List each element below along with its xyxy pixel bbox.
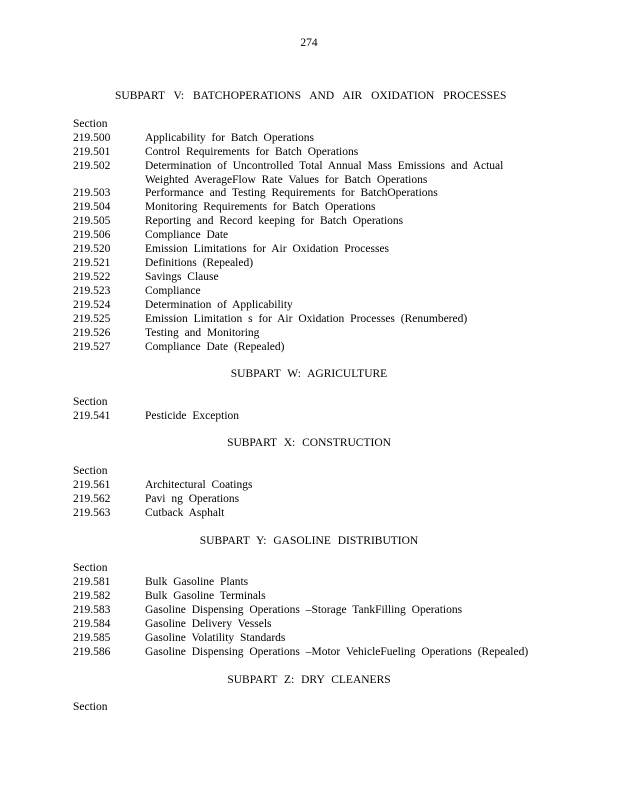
section-number: 219.504 [73,201,111,213]
page-number: 274 [300,37,318,49]
section-title: Cutback Asphalt [145,507,225,519]
subpart-z-heading: SUBPART Z: DRY CLEANERS [227,674,391,686]
section-label: Section [73,701,108,713]
section-number: 219.585 [73,632,111,644]
section-label: Section [73,465,108,477]
section-label: Section [73,562,108,574]
section-title: Testing and Monitoring [145,327,260,339]
section-title-continued: Weighted AverageFlow Rate Values for Batch Operations [145,174,428,186]
section-title: Bulk Gasoline Terminals [145,590,266,602]
section-title: Compliance Date [145,229,229,241]
section-number: 219.582 [73,590,111,602]
section-title: Gasoline Dispensing Operations –Storage TankFilling Operations [145,604,463,616]
section-number: 219.541 [73,410,111,422]
section-title: Applicability for Batch Operations [145,132,315,144]
section-number: 219.581 [73,576,111,588]
section-label: Section [73,118,108,130]
section-label: Section [73,396,108,408]
section-title: Monitoring Requirements for Batch Operations [145,201,376,213]
subpart-v-heading: SUBPART V: BATCHOPERATIONS AND AIR OXIDATION PROCESSES [115,90,507,102]
section-number: 219.503 [73,187,111,199]
section-number: 219.584 [73,618,111,630]
section-number: 219.502 [73,160,111,172]
section-title: Gasoline Dispensing Operations –Motor VehicleFueling Operations (Repealed) [145,646,529,658]
section-title: Control Requirements for Batch Operations [145,146,359,158]
subpart-x-heading: SUBPART X: CONSTRUCTION [227,437,391,449]
section-number: 219.523 [73,285,111,297]
section-number: 219.505 [73,215,111,227]
section-title: Emission Limitations for Air Oxidation Processes [145,243,390,255]
section-number: 219.563 [73,507,111,519]
section-title: Savings Clause [145,271,219,283]
section-title: Determination of Uncontrolled Total Annual Mass Emissions and Actual [145,160,504,172]
section-number: 219.520 [73,243,111,255]
section-number: 219.500 [73,132,111,144]
section-number: 219.562 [73,493,111,505]
section-title: Emission Limitation s for Air Oxidation Processes (Renumbered) [145,313,468,325]
section-title: Pavi ng Operations [145,493,240,505]
section-number: 219.524 [73,299,111,311]
section-number: 219.525 [73,313,111,325]
section-number: 219.586 [73,646,111,658]
section-title: Reporting and Record keeping for Batch Operations [145,215,404,227]
section-title: Performance and Testing Requirements for BatchOperations [145,187,438,199]
section-title: Gasoline Volatility Standards [145,632,286,644]
section-title: Compliance Date (Repealed) [145,341,285,353]
section-number: 219.522 [73,271,111,283]
section-number: 219.526 [73,327,111,339]
section-number: 219.527 [73,341,111,353]
section-title: Definitions (Repealed) [145,257,254,269]
section-title: Gasoline Delivery Vessels [145,618,272,630]
subpart-y-heading: SUBPART Y: GASOLINE DISTRIBUTION [199,535,419,547]
section-number: 219.561 [73,479,111,491]
section-title: Pesticide Exception [145,410,240,422]
section-number: 219.501 [73,146,111,158]
section-title: Compliance [145,285,201,297]
section-number: 219.506 [73,229,111,241]
section-title: Architectural Coatings [145,479,253,491]
section-number: 219.521 [73,257,111,269]
subpart-w-heading: SUBPART W: AGRICULTURE [230,368,388,380]
section-number: 219.583 [73,604,111,616]
section-title: Bulk Gasoline Plants [145,576,249,588]
section-title: Determination of Applicability [145,299,293,311]
